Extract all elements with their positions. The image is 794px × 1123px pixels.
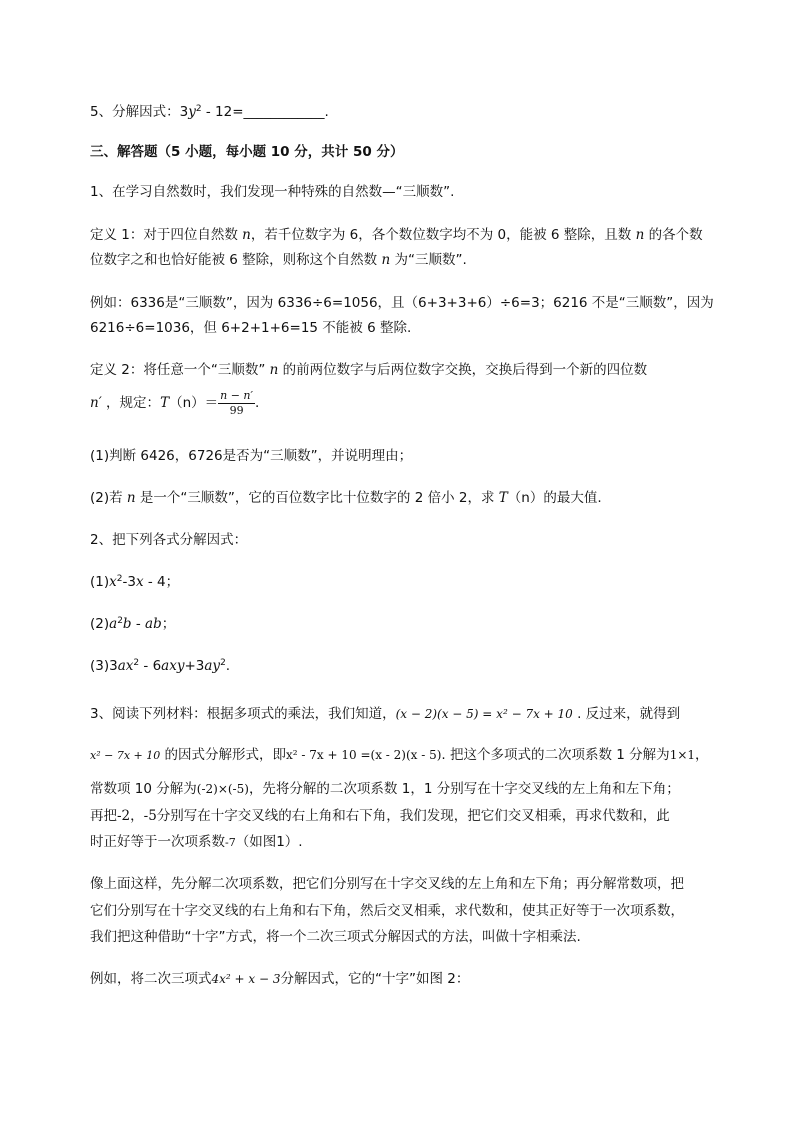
problem-1-definition-2-line-2: n′ ，规定：T（n）＝ $\frac{n - n'}{99}$ . [90, 388, 260, 417]
problem-3-paragraph-2-line-1: 像上面这样，先分解二次项系数，把它们分别写在十字交叉线的左上角和左下角；再分解常数项，把 [90, 876, 684, 892]
problem-3-line-1: 3、阅读下列材料：根据多项式的乘法，我们知道，(x − 2)(x − 5) = x² − 7x + 10 . 反过来，就得到 [90, 706, 681, 722]
question-5: 5、分解因式：$3y^2$ - 12=____________. [90, 104, 329, 120]
fraction: $\frac{n - n'}{99}$ [220, 388, 254, 417]
problem-1-subquestion-2: (2)若 n 是一个“三顺数”，它的百位数字比十位数字的 2 倍小 2，求 T（n）的最大值. [90, 490, 602, 506]
problem-1-definition-1-line-1: 定义 1：对于四位自然数 n，若千位数字为 6，各个数位数字均不为 0，能被 6 整除，且数 n 的各个数 [90, 227, 703, 243]
problem-1-intro: 1、在学习自然数时，我们发现一种特殊的自然数—“三顺数”. [90, 184, 455, 200]
problem-1-example-line-1: 例如：6336是“三顺数”，因为 6336÷6=1056，且（6+3+3+6）÷6=3；6216 不是“三顺数”，因为 [90, 295, 714, 311]
problem-1-definition-2-line-1: 定义 2：将任意一个“三顺数” n 的前两位数字与后两位数字交换，交换后得到一个新的四位数 [90, 362, 648, 378]
problem-3-line-5: 时正好等于一次项系数-7（如图1）. [90, 834, 303, 850]
problem-2-item-3: $(3)3ax^2 - 6axy+3ay^2$. [90, 658, 231, 674]
problem-1-subquestion-1: (1)判断 6426，6726是否为“三顺数”，并说明理由； [90, 448, 413, 464]
problem-3-example: 例如，将二次三项式4x² + x − 3分解因式，它的“十字”如图 2： [90, 971, 470, 987]
problem-3-line-3: 常数项 10 分解为(-2)×(-5)，先将分解的二次项系数 1，1 分别写在十字交叉线的左上角和左下角； [90, 781, 680, 797]
problem-3-line-2: x² − 7x + 10 的因式分解形式，即x² - 7x + 10 =(x - 2)(x - 5). 把这个多项式的二次项系数 1 分解为1×1， [90, 747, 709, 763]
problem-2-intro: 2、把下列各式分解因式： [90, 532, 248, 548]
problem-2-item-1: $(1)x^2-3x - 4$； [90, 574, 180, 590]
section-3-title: 三、解答题（5 小题，每小题 10 分，共计 50 分） [90, 144, 404, 160]
problem-1-definition-1-line-2: 位数字之和也恰好能被 6 整除，则称这个自然数 n 为“三顺数”. [90, 252, 467, 268]
problem-3-line-4: 再把-2，-5分别写在十字交叉线的右上角和右下角，我们发现，把它们交叉相乘，再求代数和，此 [90, 808, 670, 824]
problem-2-item-2: $(2)a^2b$ - ab； [90, 616, 176, 632]
problem-3-paragraph-2-line-3: 我们把这种借助“十字”方式，将一个二次三项式分解因式的方法，叫做十字相乘法. [90, 929, 581, 945]
problem-1-example-line-2: 6216÷6=1036，但 6+2+1+6=15 不能被 6 整除. [90, 320, 412, 336]
problem-3-paragraph-2-line-2: 它们分别写在十字交叉线的右上角和右下角，然后交叉相乘，求代数和，使其正好等于一次项系数， [90, 903, 684, 919]
